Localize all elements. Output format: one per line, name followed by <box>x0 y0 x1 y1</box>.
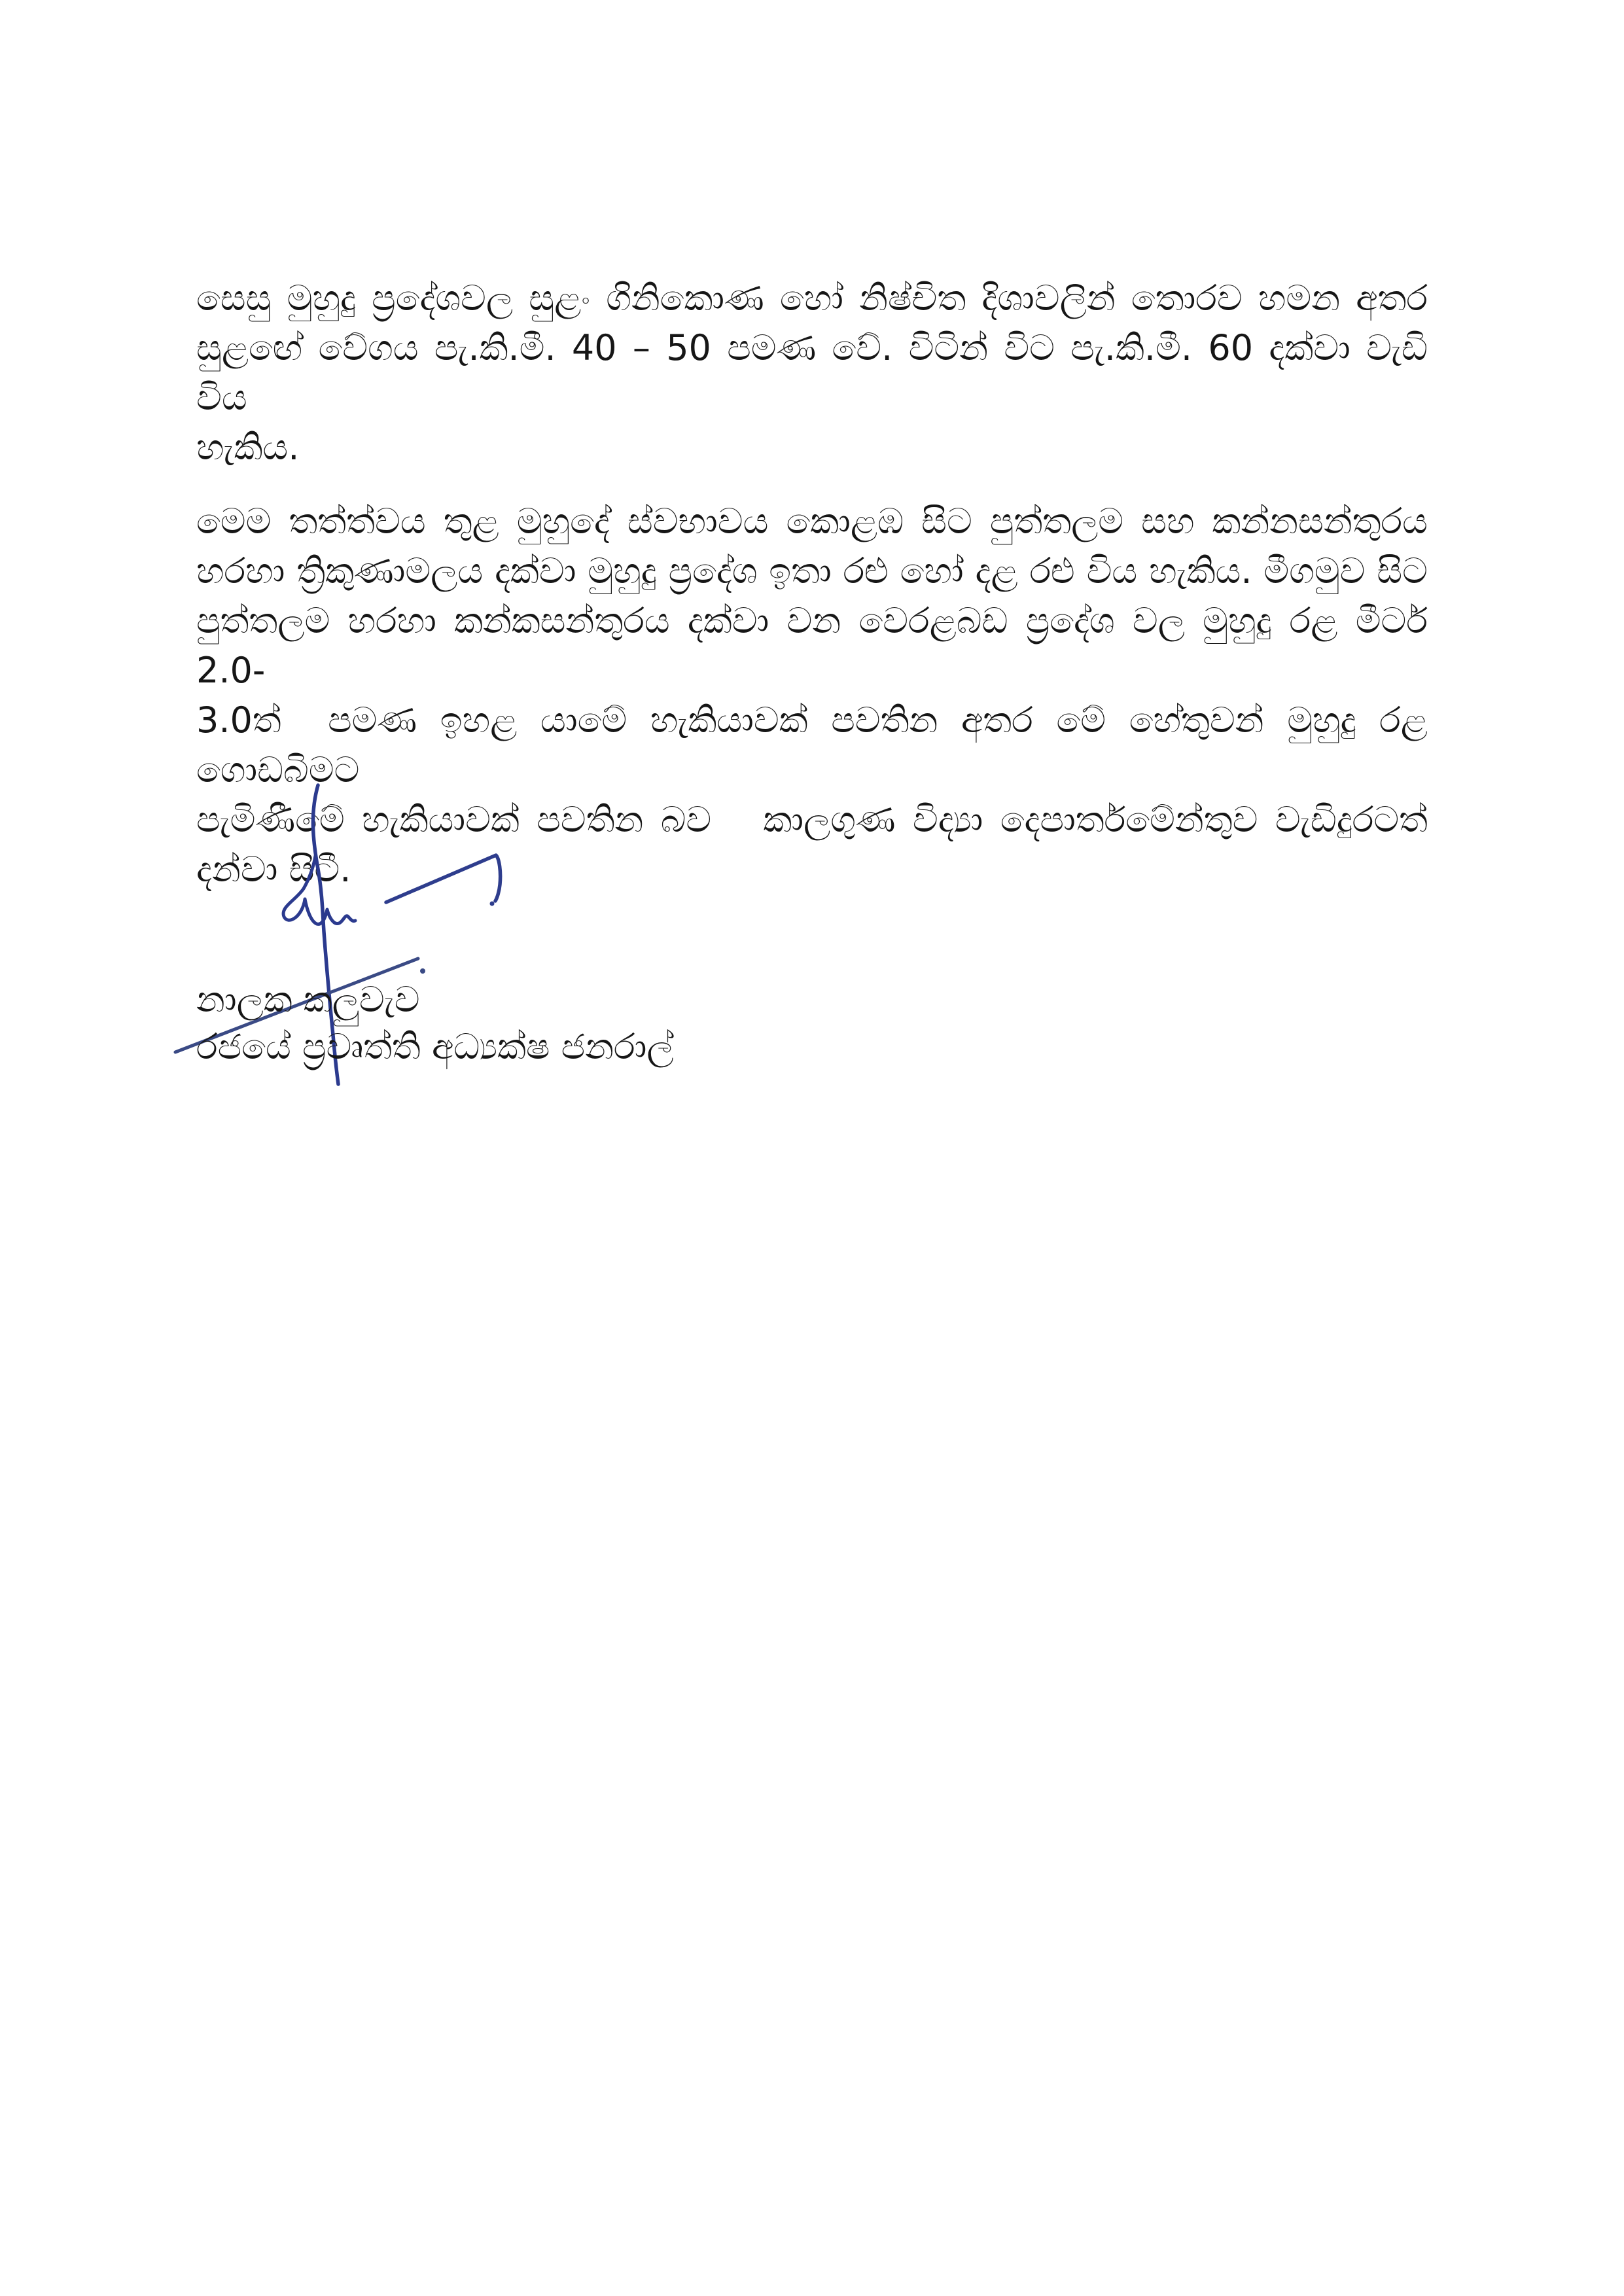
paragraph-2-line-5: පැමිණීමේ හැකියාවක් පවතින බව කාලගුණ විද්‍යා දෙපාර්තමේන්තුව වැඩිදුරටත් <box>196 799 1428 840</box>
paragraph-2-line-3: පුත්තලම හරහා කන්කසන්තුරය දක්වා වන වෙරළබඩ ප්‍රදේශ වල මුහුදු රළ මීටර් 2.0- <box>196 600 1439 691</box>
paragraph-1-line-3: හැකිය. <box>196 427 300 468</box>
paragraph-1-line-1: සෙසු මුහුදු ප්‍රදේශවල සුළං ගිනිකොණ හෝ නිෂ්චිත දිශාවලින් තොරව හමන අතර <box>196 277 1428 319</box>
signature-ink-dot-diagonal <box>420 968 425 974</box>
paragraph-2-line-6: දන්වා සිටී. <box>196 849 351 890</box>
paragraph-1 <box>196 274 1439 472</box>
signature-block <box>196 976 674 1070</box>
signatory-name: නාලක කලුවැව <box>196 979 420 1020</box>
paragraph-2-line-2: හරහා ත්‍රිකුණාමලය දක්වා මුහුදු ප්‍රදේශ ඉතා රළු හෝ දළ රළු විය හැකිය. මීගමුව සිට <box>196 550 1428 592</box>
paragraph-1-line-2: සුළඟේ වේගය පැ.කි.මී. 40 – 50 පමණ වේ. විටින් විට පැ.කි.මී. 60 දක්වා වැඩි විය <box>196 327 1439 418</box>
paragraph-2-line-1: මෙම තත්ත්වය තුළ මුහුදේ ස්වභාවය කොළඹ සිට පුත්තලම සහ කන්නසන්තුරය <box>196 501 1428 542</box>
signature-stroke-flourish <box>386 855 501 902</box>
signatory-title: රජයේ ප්‍රවෘත්ති අධ්‍යක්ෂ ජනරාල් <box>196 1026 674 1067</box>
signature-ink-dot-right <box>490 902 495 906</box>
paragraph-2-line-4: 3.0ත් පමණ ඉහළ යාමේ හැකියාවක් පවතින අතර මේ හේතුවන් මුහුදු රළ ගොඩබිමට <box>196 699 1439 790</box>
